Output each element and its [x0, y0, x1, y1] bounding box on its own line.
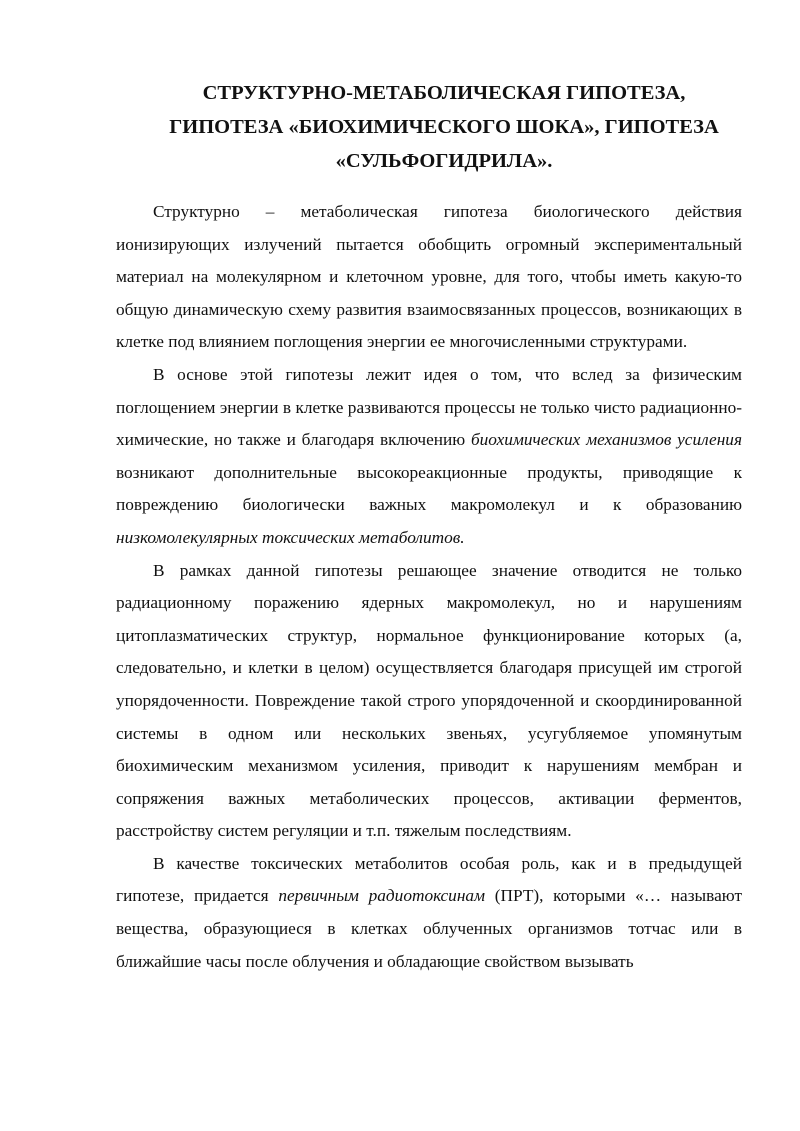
- paragraph-2-italic-term: биохимических механизмов усиления: [470, 430, 742, 450]
- paragraph-2-text-a: В основе этой гипотезы лежит идея о том, что вслед за физическим поглощением энергии в клетке развиваются процессы не только чисто радиационно-химические, но также и благодаря включению: [116, 364, 742, 450]
- document-title: [116, 76, 742, 178]
- title-line-1: СТРУКТУРНО-МЕТАБОЛИЧЕСКАЯ ГИПОТЕЗА,: [202, 82, 686, 104]
- paragraph-1: Структурно – метаболическая гипотеза биологического действия ионизирующих излучений пытается обобщить огромный экспериментальный материал на молекулярном и клеточном уровне, для того, чтобы иметь какую-то общую динамическую схему развития взаимосвязанных процессов, возникающих в клетке под влиянием поглощения энергии ее многочисленными структурами.: [116, 202, 742, 352]
- paragraph-4: [116, 848, 742, 978]
- paragraph-2: [116, 359, 742, 555]
- paragraph-2-italic-term-2: низкомолекулярных токсических метаболитов.: [116, 527, 465, 547]
- title-line-3: «СУЛЬФОГИДРИЛА».: [335, 150, 553, 172]
- paragraph-4-text-a: В качестве токсических метаболитов особая роль, как и в предыдущей гипотезе, придается: [116, 853, 742, 906]
- paragraph-4-text-c: (ПРТ), которыми «… называют вещества, образующиеся в клетках облученных организмов тотчас или в ближайшие часы после облучения и обладающие свойством вызывать: [116, 886, 742, 971]
- document-page: [116, 76, 742, 978]
- title-line-2: ГИПОТЕЗА «БИОХИМИЧЕСКОГО ШОКА», ГИПОТЕЗА: [169, 116, 719, 138]
- paragraph-2-text-c: возникают дополнительные высокореакционные продукты, приводящие к повреждению биологически важных макромолекул и к образованию: [116, 462, 742, 515]
- paragraph-4-italic-term: первичным радиотоксинам: [278, 886, 486, 906]
- paragraph-3: В рамках данной гипотезы решающее значение отводится не только радиационному поражению ядерных макромолекул, но и нарушениям цитоплазматических структур, нормальное функционирование которых (а, следовательно, и клетки в целом) осуществляется благодаря присущей им строгой упорядоченности. Повреждение такой строго упорядоченной и скоординированной системы в одном или нескольких звеньях, усугубляемое упомянутым биохимическим механизмом усиления, приводит к нарушениям мембран и сопряжения важных метаболических процессов, активации ферментов, расстройству систем регуляции и т.п. тяжелым последствиям.: [116, 560, 742, 841]
